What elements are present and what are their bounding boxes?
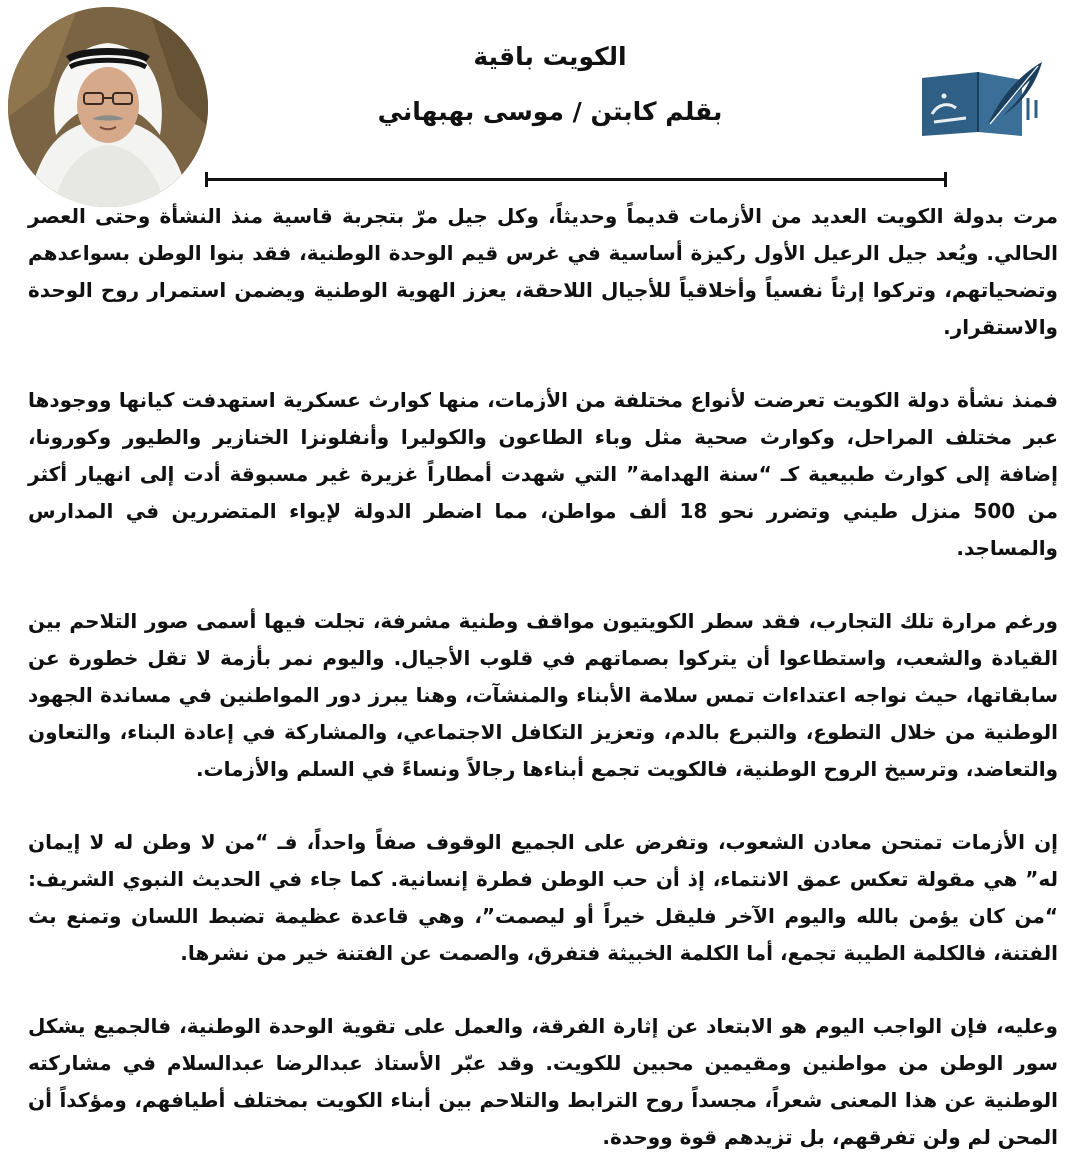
paragraph: ورغم مرارة تلك التجارب، فقد سطر الكويتيون مواقف وطنية مشرفة، تجلت فيها أسمى صور التلاحم بين القيادة والشعب، واستطاعوا أن يتركوا بصماتهم في قلوب الأجيال. واليوم نمر بأزمة لا تقل خطورة عن سابقاتها، حيث نواجه اعتداءات تمس سلامة الأبناء والمنشآت، وهنا يبرز دور المواطنين في مساندة الجهود الوطنية من خلال التطوع، والتبرع بالدم، وتعزيز التكافل الاجتماعي، والمشاركة في إعادة البناء، والتعاون والتعاضد، وترسيخ الروح الوطنية، فالكويت تجمع أبناءها رجالاً ونساءً في السلم والأزمات.	[28, 609, 1058, 781]
author-portrait-illustration	[8, 7, 208, 207]
quill-book-logo-icon	[918, 58, 1044, 138]
paragraph: إن الأزمات تمتحن معادن الشعوب، وتفرض على الجميع الوقوف صفاً واحداً، فـ “من لا وطن له لا إيمان له” هي مقولة تعكس عمق الانتماء، إذ أن حب الوطن فطرة إنسانية. كما جاء في الحديث النبوي الشريف: “من كان يؤمن بالله واليوم الآخر فليقل خيراً أو ليصمت”، وهي قاعدة عظيمة تضبط اللسان وتمنع بث الفتنة، فالكلمة الطيبة تجمع، أما الكلمة الخبيثة فتفرق، والصمت عن الفتنة خير من نشرها.	[28, 830, 1058, 965]
article-title: الكويت باقية	[473, 42, 627, 71]
header-divider	[205, 178, 947, 181]
paragraph: مرت بدولة الكويت العديد من الأزمات قديماً وحديثاً، وكل جيل مرّ بتجربة قاسية منذ النشأة وحتى العصر الحالي. ويُعد جيل الرعيل الأول ركيزة أساسية في غرس قيم الوحدة الوطنية، فقد بنوا الوطن بسواعدهم وتضحياتهم، وتركوا إرثاً نفسياً وأخلاقياً للأجيال اللاحقة، يعزز الهوية الوطنية ويضمن استمرار روح الوحدة والاستقرار.	[28, 204, 1058, 339]
author-byline: بقلم كابتن / موسى بهبهاني	[377, 97, 723, 126]
article-body	[28, 198, 1058, 1156]
paragraph: فمنذ نشأة دولة الكويت تعرضت لأنواع مختلفة من الأزمات، منها كوارث عسكرية استهدفت كيانها ووجودها عبر مختلف المراحل، وكوارث صحية مثل وباء الطاعون والكوليرا وأنفلونزا الخنازير والطيور وكورونا، إضافة إلى كوارث طبيعية كـ “سنة الهدامة” التي شهدت أمطاراً غزيرة غير مسبوقة أدت إلى انهيار أكثر من 500 منزل طيني وتضرر نحو 18 ألف مواطن، مما اضطر الدولة لإيواء المتضررين في المدارس والمساجد.	[28, 388, 1058, 560]
paragraph: وعليه، فإن الواجب اليوم هو الابتعاد عن إثارة الفرقة، والعمل على تقوية الوحدة الوطنية، فالجميع يشكل سور الوطن من مواطنين ومقيمين محبين للكويت. وقد عبّر الأستاذ عبدالرضا عبدالسلام في مشاركته الوطنية عن هذا المعنى شعراً، مجسداً روح الترابط والتلاحم بين أبناء الكويت بمختلف أطيافهم، ومؤكداً أن المحن لم ولن تفرقهم، بل تزيدهم قوة ووحدة.	[28, 1014, 1058, 1149]
logo-graphic	[918, 58, 1044, 138]
author-portrait	[8, 7, 208, 207]
